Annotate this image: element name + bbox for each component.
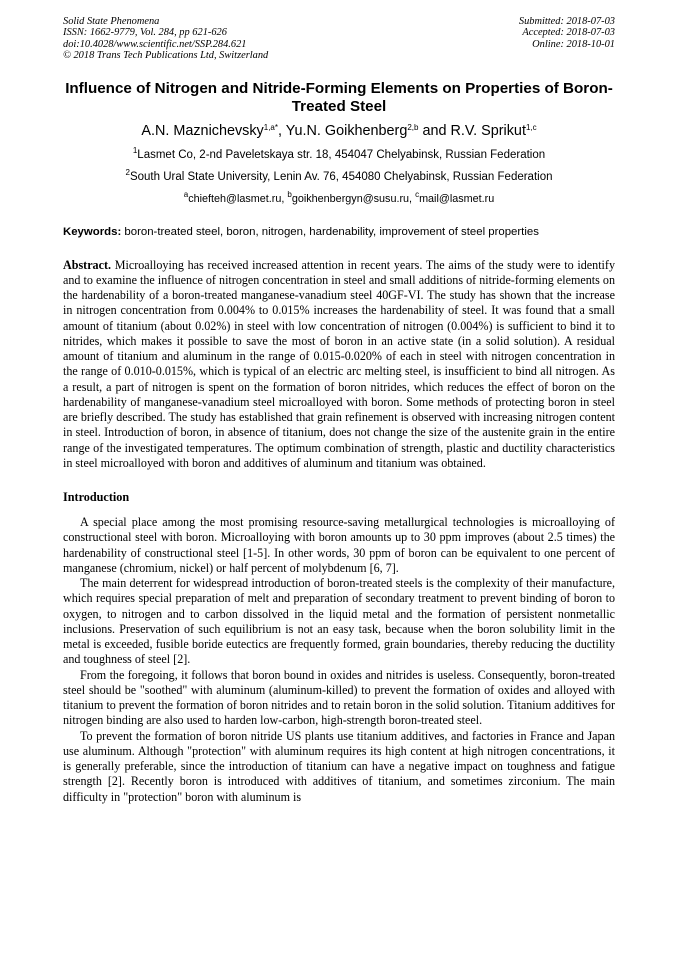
paragraph: The main deterrent for widespread introduction of boron-treated steels is the complexity of their manufacture, which requires special preparation of melt and preparation of secondary treatment to prevent binding of boron to oxygen, to nitrogen and to carbon dissolved in the liquid metal and the formation of persistent nonmetallic inclusions. Preservation of such equilibrium is not an easy task, because when the boron solubility limit in the metal is exceeded, fusible boride eutectics are frequently formed, grain boundaries, thereby reducing the ductility and toughness of steel [2].: [63, 576, 615, 667]
paragraph: To prevent the formation of boron nitride US plants use titanium additives, and factories in France and Japan use aluminum. Although "protection" with aluminum requires its high content at high nitrogen concentrations, it is generally preferable, since the introduction of titanium can have a negative impact on toughness and fatigue strength [2]. Recently boron is introduced with additives of titanium, and sometimes zirconium. The main difficulty in "protection" boron with aluminum is: [63, 728, 615, 804]
publication-dates: [519, 16, 615, 62]
email-mark: b: [287, 189, 292, 199]
affiliation-text: South Ural State University, Lenin Av. 76, 454080 Chelyabinsk, Russian Federation: [129, 170, 553, 183]
paragraph: A special place among the most promising resource-saving metallurgical technologies is microalloying of constructional steel with boron. Microalloying with boron amounts up to 30 ppm improves (about 2.5 times) the hardenability of constructional steel [1-5]. In other words, 30 ppm of boron can be equivalent to one percent of manganese (chromium, nickel) or half percent of molybdenum [6, 7].: [63, 515, 615, 575]
author-name: A.N. Maznichevsky: [141, 122, 264, 139]
date-online: Online: 2018-10-01: [532, 38, 615, 50]
affiliation-2: [63, 167, 615, 184]
abstract-label: Abstract.: [63, 257, 112, 272]
affiliation-mark: 2: [125, 167, 130, 177]
author-affiliation-mark: 1,c: [525, 122, 537, 132]
date-submitted: Submitted: 2018-07-03: [518, 16, 615, 27]
abstract: [63, 258, 615, 472]
paper-title: Influence of Nitrogen and Nitride-Forming Elements on Properties of Boron-Treated Steel: [65, 79, 613, 115]
author-separator: ,: [277, 122, 286, 139]
author-name: R.V. Sprikut: [450, 122, 526, 139]
section-heading-introduction: Introduction: [63, 490, 130, 505]
journal-header: [63, 16, 615, 62]
journal-name: Solid State Phenomena: [63, 16, 160, 27]
email-address: goikhenbergyn@susu.ru,: [291, 192, 416, 205]
author-affiliation-mark: 1,a*: [263, 122, 278, 132]
keywords-label: Keywords:: [63, 225, 122, 238]
affiliation-text: Lasmet Co, 2-nd Paveletskaya str. 18, 454047 Chelyabinsk, Russian Federation: [137, 148, 546, 161]
author-name: Yu.N. Goikhenberg: [285, 122, 408, 139]
abstract-text: Microalloying has received increased attention in recent years. The aims of the study were to identify and to examine the influence of nitrogen concentration in steel and small additions of nitride-forming elements on the hardenability of a boron-treated manganese-vanadium steel 40GF-VI. The study has shown that the increase in nitrogen concentration from 0.004% to 0.015% increases the hardenability of steel. It was found that a small amount of titanium (about 0.02%) in steel with low concentration of nitrogen (0.004%) is sufficient to bind it to nitrides, which makes it possible to save the most of boron in an active state (in a solid solution). A residual amount of titanium and aluminum in the range of 0.015-0.020% of each in steel with nitrogen concentration in the range of 0.010-0.015%, which is typical of an electric arc melting steel, is insufficient to bind all nitrogen. As a result, a part of nitrogen is spent on the formation of boron nitrides, which reduces the effect of boron on the hardenability of manganese-vanadium steel microalloyed with boron. Some methods of protecting boron in steel are briefly described. The study has established that grain refinement is observed with increasing nitrogen content in steel. Introduction of boron, in absence of titanium, does not change the size of the austenite grain in the entire range of the investigated temperatures. The optimum combination of strength, plastic and ductility characteristics in steel microalloyed with boron and additives of aluminum and titanium was obtained.: [63, 257, 615, 470]
author-separator: and: [418, 122, 451, 139]
journal-copyright: © 2018 Trans Tech Publications Ltd, Switzerland: [63, 50, 269, 62]
email-mark: a: [183, 189, 189, 199]
email-mark: c: [415, 189, 420, 199]
date-accepted: Accepted: 2018-07-03: [522, 27, 615, 39]
email-address: mail@lasmet.ru: [419, 192, 495, 205]
paragraph: From the foregoing, it follows that boron bound in oxides and nitrides is useless. Consequently, boron-treated steel should be "soothed" with aluminum (aluminum-killed) to prevent the formation of oxides and alloyed with titanium to prevent the formation of boron nitrides and to retain boron in the solid solution. Titanium additives for nitrogen binding are also used to harden low-carbon, high-strength boron-treated steel.: [63, 667, 615, 728]
journal-info: [63, 16, 268, 62]
affiliation-1: [63, 145, 615, 162]
email-address: chiefteh@lasmet.ru,: [188, 192, 288, 205]
author-list: [63, 122, 615, 140]
journal-issn: ISSN: 1662-9779, Vol. 284, pp 621-626: [63, 27, 227, 39]
author-affiliation-mark: 2,b: [407, 122, 419, 132]
keywords: [63, 225, 615, 239]
journal-doi: doi:10.4028/www.scientific.net/SSP.284.621: [63, 38, 247, 50]
affiliation-mark: 1: [132, 145, 138, 155]
author-emails: [63, 189, 615, 206]
keywords-text: boron-treated steel, boron, nitrogen, hardenability, improvement of steel properties: [121, 225, 539, 238]
paper-page: [63, 16, 615, 805]
